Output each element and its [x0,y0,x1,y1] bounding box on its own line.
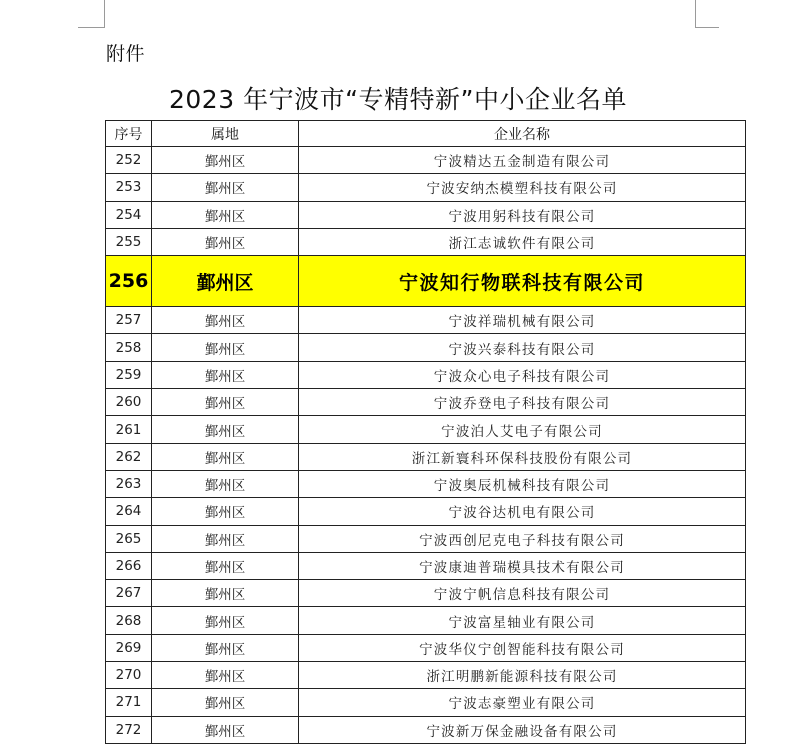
cell-serial-number: 256 [106,256,152,307]
document-title: 2023 年宁波市“专精特新”中小企业名单 [169,85,627,114]
cell-company-name: 宁波用躬科技有限公司 [299,201,746,228]
header-serial-number: 序号 [106,121,152,147]
cell-company-name: 宁波精达五金制造有限公司 [299,147,746,174]
cell-serial-number: 267 [106,580,152,607]
cell-region: 鄞州区 [152,552,299,579]
cell-company-name: 宁波祥瑞机械有限公司 [299,307,746,334]
cell-region: 鄞州区 [152,662,299,689]
table-row [106,361,746,388]
header-region: 属地 [152,121,299,147]
table-row [106,689,746,716]
cell-region: 鄞州区 [152,634,299,661]
cell-serial-number: 264 [106,498,152,525]
cell-company-name: 宁波兴泰科技有限公司 [299,334,746,361]
cell-company-name: 宁波安纳杰模塑科技有限公司 [299,174,746,201]
attachment-label: 附件 [106,43,146,65]
cell-serial-number: 258 [106,334,152,361]
cell-serial-number: 269 [106,634,152,661]
cell-serial-number: 272 [106,716,152,743]
table-row [106,443,746,470]
cell-region: 鄞州区 [152,689,299,716]
cell-serial-number: 265 [106,525,152,552]
cell-region: 鄞州区 [152,716,299,743]
cell-company-name: 宁波华仪宁创智能科技有限公司 [299,634,746,661]
cell-company-name: 宁波谷达机电有限公司 [299,498,746,525]
crop-mark-top-right-vertical [695,0,696,28]
table-row [106,174,746,201]
header-company-name: 企业名称 [299,121,746,147]
cell-region: 鄞州区 [152,256,299,307]
cell-region: 鄞州区 [152,498,299,525]
cell-company-name: 宁波众心电子科技有限公司 [299,361,746,388]
cell-serial-number: 255 [106,228,152,255]
cell-region: 鄞州区 [152,361,299,388]
cell-region: 鄞州区 [152,607,299,634]
table-row [106,228,746,255]
crop-mark-top-left-vertical [104,0,105,28]
table-row [106,634,746,661]
cell-serial-number: 261 [106,416,152,443]
cell-serial-number: 266 [106,552,152,579]
cell-company-name: 浙江新寰科环保科技股份有限公司 [299,443,746,470]
cell-region: 鄞州区 [152,470,299,497]
cell-company-name: 宁波乔登电子科技有限公司 [299,389,746,416]
table-row [106,307,746,334]
cell-serial-number: 270 [106,662,152,689]
table-row [106,716,746,743]
table-row [106,607,746,634]
cell-serial-number: 254 [106,201,152,228]
cell-serial-number: 263 [106,470,152,497]
cell-company-name: 宁波宁帆信息科技有限公司 [299,580,746,607]
cell-region: 鄞州区 [152,174,299,201]
table-row-highlighted [106,256,746,307]
cell-region: 鄞州区 [152,228,299,255]
cell-serial-number: 271 [106,689,152,716]
table-row [106,334,746,361]
table-row [106,580,746,607]
table-row [106,470,746,497]
cell-region: 鄞州区 [152,416,299,443]
cell-region: 鄞州区 [152,334,299,361]
cell-company-name: 宁波志豪塑业有限公司 [299,689,746,716]
cell-company-name: 宁波西创尼克电子科技有限公司 [299,525,746,552]
cell-region: 鄞州区 [152,525,299,552]
table-row [106,416,746,443]
table-row [106,201,746,228]
cell-region: 鄞州区 [152,307,299,334]
cell-company-name: 宁波新万保金融设备有限公司 [299,716,746,743]
cell-serial-number: 268 [106,607,152,634]
cell-company-name: 浙江明鹏新能源科技有限公司 [299,662,746,689]
cell-region: 鄞州区 [152,201,299,228]
cell-serial-number: 252 [106,147,152,174]
table-header-row [106,121,746,147]
cell-serial-number: 259 [106,361,152,388]
cell-serial-number: 257 [106,307,152,334]
cell-company-name: 宁波康迪普瑞模具技术有限公司 [299,552,746,579]
table-row [106,147,746,174]
crop-mark-top-right-horizontal [695,27,719,28]
cell-company-name: 宁波富星轴业有限公司 [299,607,746,634]
cell-company-name: 宁波泊人艾电子有限公司 [299,416,746,443]
cell-region: 鄞州区 [152,443,299,470]
table-row [106,525,746,552]
cell-serial-number: 262 [106,443,152,470]
table-body [106,147,746,744]
cell-serial-number: 253 [106,174,152,201]
table-row [106,552,746,579]
cell-company-name: 宁波知行物联科技有限公司 [299,256,746,307]
cell-region: 鄞州区 [152,389,299,416]
cell-company-name: 宁波奥辰机械科技有限公司 [299,470,746,497]
table-row [106,662,746,689]
cell-serial-number: 260 [106,389,152,416]
enterprise-list-table-wrapper [105,120,745,744]
table-row [106,498,746,525]
cell-company-name: 浙江志诚软件有限公司 [299,228,746,255]
table-row [106,389,746,416]
crop-mark-top-left-horizontal [78,27,105,28]
cell-region: 鄞州区 [152,580,299,607]
cell-region: 鄞州区 [152,147,299,174]
enterprise-list-table [105,120,746,744]
